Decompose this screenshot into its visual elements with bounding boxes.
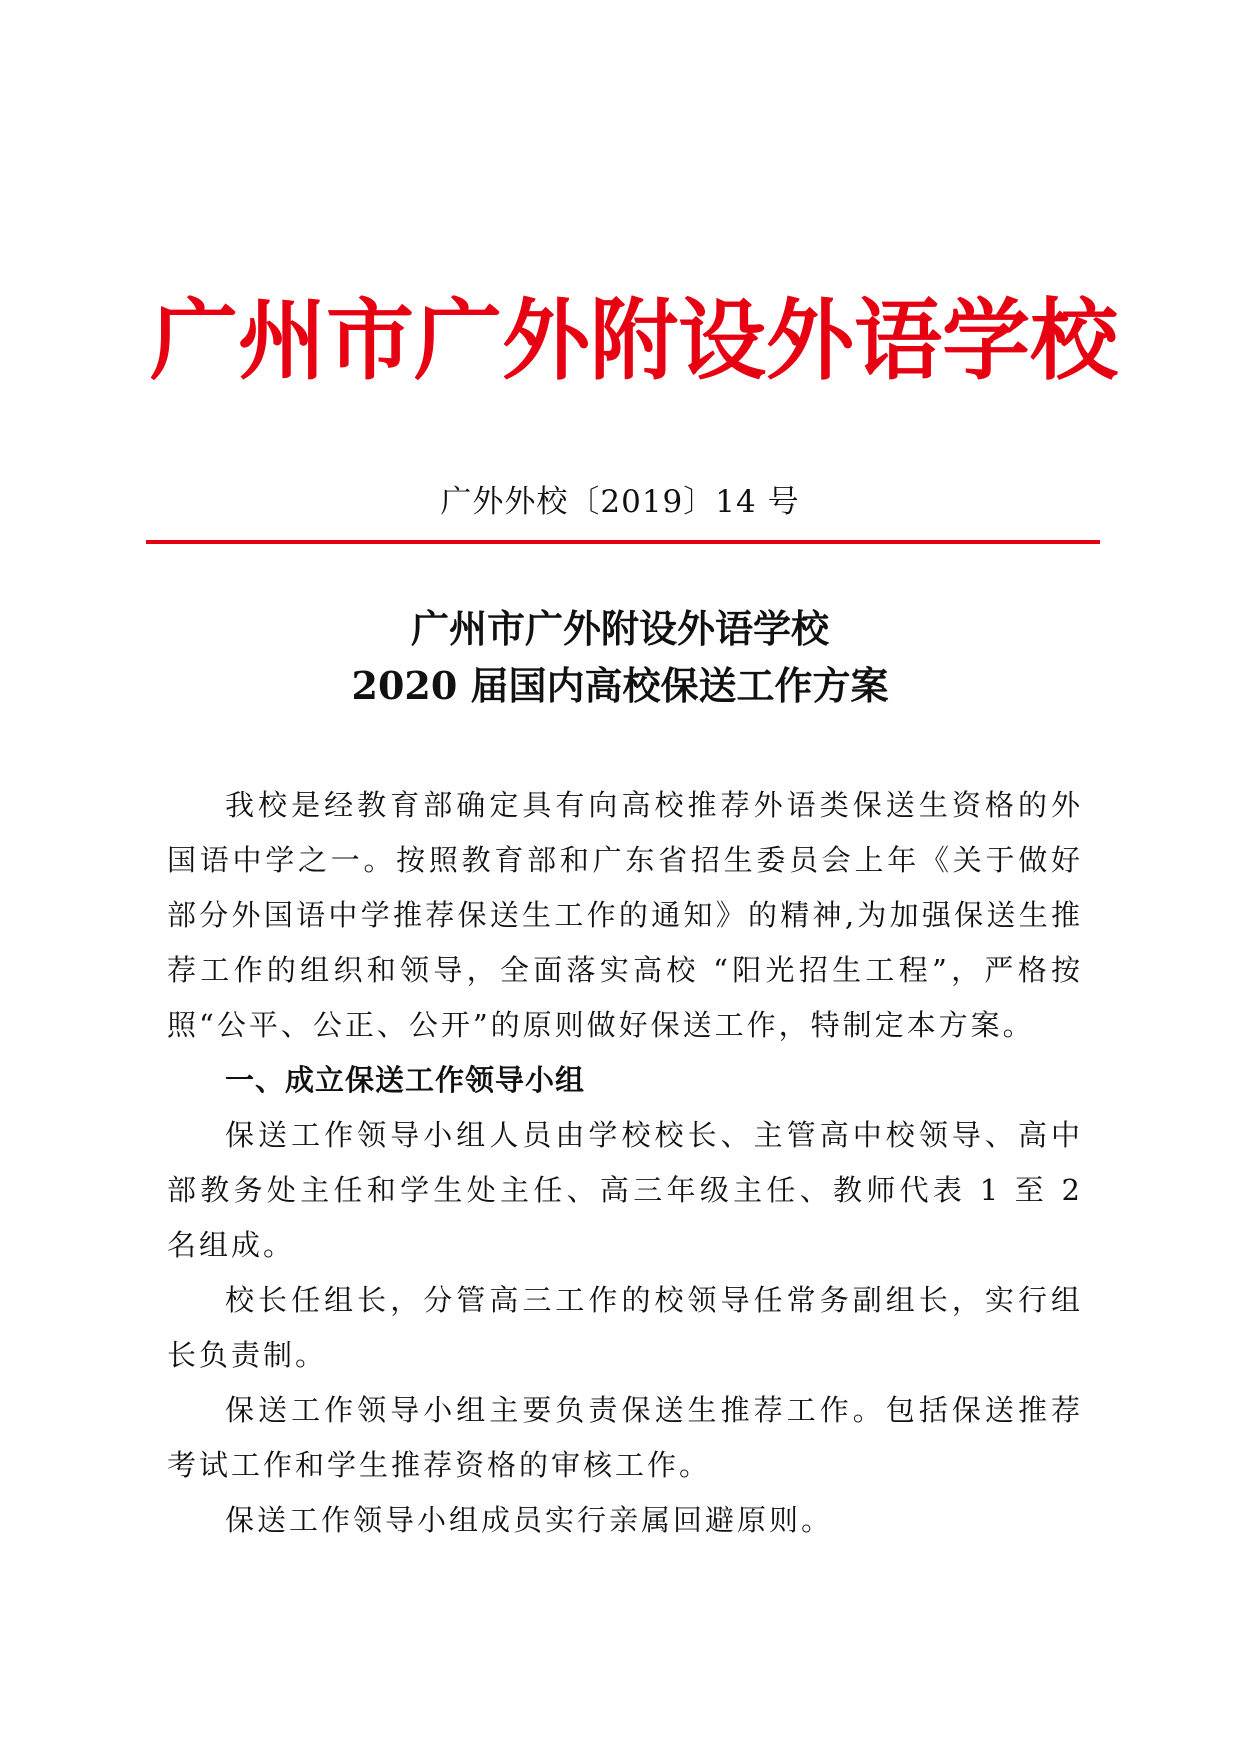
paragraph-3: 保送工作领导小组主要负责保送生推荐工作。包括保送推荐考试工作和学生推荐资格的审核工作。	[167, 1393, 1083, 1482]
section-heading-1: 一、成立保送工作领导小组	[225, 1063, 586, 1097]
paragraph-1: 保送工作领导小组人员由学校校长、主管高中校领导、高中部教务处主任和学生处主任、高三年级主任、教师代表 1 至 2 名组成。	[167, 1118, 1083, 1262]
document-title	[0, 600, 1240, 714]
letterhead-school-name: 广州市广外附设外语学校	[150, 288, 1119, 392]
intro-paragraph: 我校是经教育部确定具有向高校推荐外语类保送生资格的外国语中学之一。按照教育部和广东省招生委员会上年《关于做好部分外国语中学推荐保送生工作的通知》的精神,为加强保送生推荐工作的组织和领导，全面落实高校 “阳光招生工程”，严格按照“公平、公正、公开”的原则做好保送工作，特制定本方案。	[167, 788, 1083, 1042]
paragraph-4: 保送工作领导小组成员实行亲属回避原则。	[225, 1503, 834, 1537]
document-body	[167, 778, 1083, 1548]
title-line-1: 广州市广外附设外语学校	[410, 606, 829, 651]
letterhead-divider	[146, 540, 1100, 544]
document-number: 广外外校〔2019〕14 号	[440, 484, 800, 520]
paragraph-2: 校长任组长，分管高三工作的校领导任常务副组长，实行组长负责制。	[167, 1283, 1083, 1372]
title-line-2: 2020 届国内高校保送工作方案	[351, 663, 889, 708]
